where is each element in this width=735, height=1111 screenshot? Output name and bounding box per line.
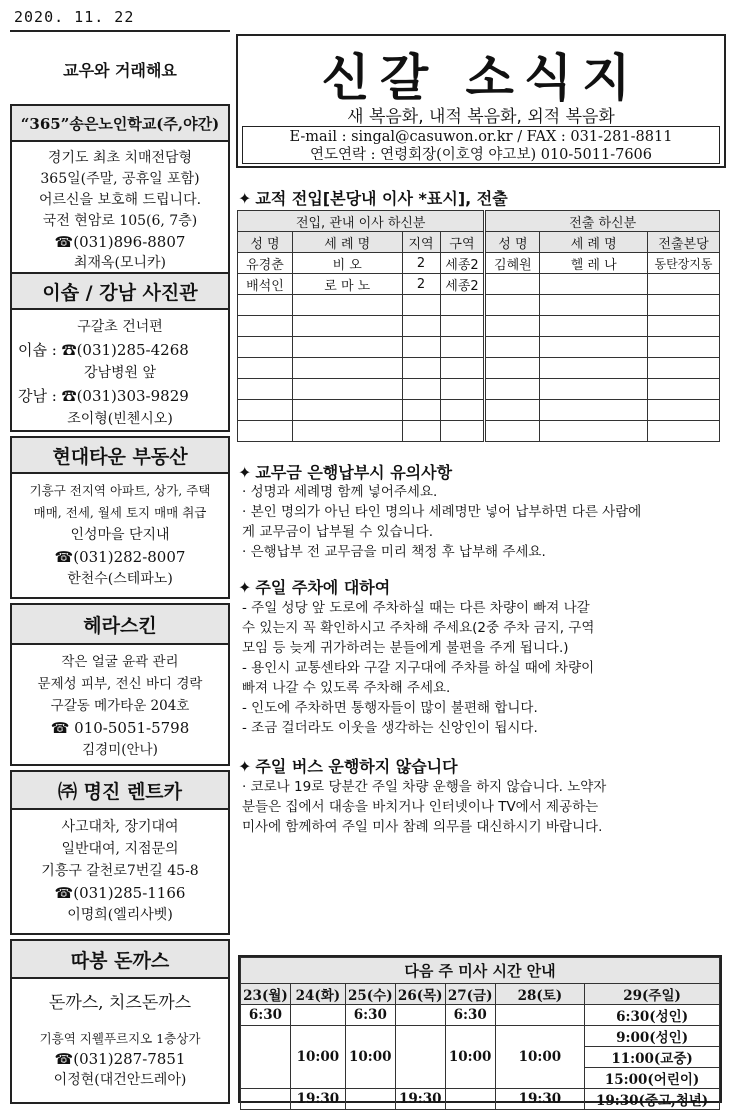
ad-body [12,979,228,1091]
ad-title: 현대타운 부동산 [12,438,228,474]
contact-funeral: 연도연락 : 연령회장(이호영 야고보) 010-5011-7606 [309,147,652,163]
divider [10,30,230,32]
ad-title: “365”송은노인학교(주,야간) [12,106,228,142]
ad-line: 기흥역 지웰푸르지오 1층상가 [39,1031,201,1046]
transfer-in-header: 전입, 관내 이사 하신분 [238,211,485,232]
table-cell: 헬 레 나 [540,253,648,274]
mass-time: 6:30 [345,1005,395,1026]
ad-line: 사고대차, 장기대여 [61,819,179,835]
ad-line: 문제성 피부, 전신 바디 경락 [37,676,203,692]
mass-time: 10:00 [345,1026,395,1089]
day-header: 27(금) [445,984,495,1005]
ad-body [12,810,228,926]
mass-time [495,1005,585,1026]
ad-real-estate [10,436,230,599]
table-cell [238,316,293,337]
table-cell [485,337,540,358]
transfer-out-header: 전출 하신분 [485,211,720,232]
notice-line: · 코로나 19로 당분간 주일 차량 운행을 하지 않습니다. 노약자 [242,779,607,795]
ad-title: 따봉 돈까스 [12,941,228,979]
ad-title: 헤라스킨 [12,605,228,645]
transfer-section-title: ✦ 교적 전입[본당내 이사 *표시], 전출 [238,189,508,208]
ad-body [12,645,228,761]
mass-time: 10:00 [495,1026,585,1089]
table-cell [485,274,540,295]
mass-time: 10:00 [445,1026,495,1089]
table-cell [485,421,540,442]
ad-phone: ☎(031)896-8807 [54,233,186,251]
ad-owner: 최재옥(모니카) [73,255,167,271]
mass-title: 다음 주 미사 시간 안내 [241,958,720,984]
table-cell [648,379,720,400]
diamond-icon: ✦ [238,578,252,597]
notice-line: - 조금 걸더라도 이웃을 생각하는 신앙인이 됩시다. [242,720,538,736]
table-row [238,379,720,400]
ad-body [12,142,228,274]
ad-body [12,474,228,590]
table-cell [440,421,485,442]
ad-skin-care [10,603,230,766]
mass-time [395,1026,445,1089]
table-cell [440,400,485,421]
ad-line: 경기도 최초 치매전담형 [47,150,193,166]
contact-box [242,126,720,164]
mass-time [290,1005,345,1026]
table-cell [440,379,485,400]
day-header: 25(수) [345,984,395,1005]
table-cell [238,379,293,400]
table-cell [238,337,293,358]
table-cell [402,316,440,337]
notice-line: · 은행납부 전 교무금을 미리 책정 후 납부해 주세요. [242,544,546,560]
ad-line: 구갈초 건너편 [77,319,163,335]
ad-line: 인성마을 단지내 [70,527,170,543]
mass-time [445,1089,495,1110]
ad-title: 이솝 / 강남 사진관 [12,274,228,310]
contact-email-fax: E-mail : singal@casuwon.or.kr / FAX : 031-281-8811 [289,129,673,145]
ad-line: 일반대여, 지점문의 [61,841,179,857]
diamond-icon: ✦ [238,463,252,482]
table-cell: 비 오 [292,253,402,274]
parking-notice-title: ✦ 주일 주차에 대하여 [238,578,391,597]
mass-time: 6:30 [241,1005,291,1026]
ad-pork-cutlet [10,939,230,1104]
table-cell [292,379,402,400]
table-row [238,421,720,442]
table-cell: 2 [402,253,440,274]
table-cell [402,358,440,379]
mass-schedule [238,955,722,1109]
table-cell: 유경춘 [238,253,293,274]
table-cell [402,379,440,400]
diamond-icon: ✦ [238,757,252,776]
table-cell: 김혜원 [485,253,540,274]
table-cell [402,421,440,442]
ad-line: 기흥구 전지역 아파트, 상가, 주택 [29,483,211,498]
day-header: 26(목) [395,984,445,1005]
ad-owner: 조이형(빈첸시오) [67,411,173,427]
table-cell [292,295,402,316]
mass-time: 6:30(성인) [585,1005,720,1026]
ad-owner: 한천수(스테파노) [67,571,173,587]
mass-time: 15:00(어린이) [585,1068,720,1089]
table-cell [292,400,402,421]
ad-owner: 김경미(안나) [82,742,158,758]
table-cell [540,379,648,400]
column-header: 전출본당 [648,232,720,253]
table-cell: 로 마 노 [292,274,402,295]
table-cell [292,421,402,442]
table-cell: 세종2 [440,274,485,295]
left-column-title: 교우와 거래해요 [63,61,177,80]
table-cell: 세종2 [440,253,485,274]
table-cell [238,358,293,379]
bus-notice-title: ✦ 주일 버스 운행하지 않습니다 [238,757,458,776]
table-cell [402,295,440,316]
table-cell [540,421,648,442]
ad-owner: 이명희(엘리사벳) [67,907,173,923]
ad-line: 365일(주말, 공휴일 포함) [40,171,200,187]
mass-time [345,1089,395,1110]
mass-time: 19:30(중고,청년) [585,1089,720,1110]
table-cell [540,316,648,337]
bus-notice-body [242,777,722,837]
ad-line: 구갈동 메가타운 204호 [50,698,190,714]
table-cell [648,274,720,295]
notice-line: 게 교무금이 납부될 수 있습니다. [242,524,433,540]
table-cell [540,295,648,316]
notice-line: - 용인시 교통센타와 구갈 지구대에 주차를 하실 때에 차량이 [242,660,595,676]
ad-line: 돈까스, 치즈돈까스 [48,993,192,1013]
table-cell [440,337,485,358]
table-cell [540,358,648,379]
mass-time: 6:30 [445,1005,495,1026]
ad-title: ㈜ 명진 렌트카 [12,772,228,810]
table-cell [485,379,540,400]
column-header: 세 례 명 [540,232,648,253]
mass-schedule-table [240,957,720,1110]
table-cell [648,421,720,442]
day-header: 24(화) [290,984,345,1005]
day-header: 23(월) [241,984,291,1005]
table-cell [485,400,540,421]
mass-time [395,1005,445,1026]
ad-line: 어르신을 보호해 드립니다. [38,192,202,208]
ad-line: 작은 얼굴 윤곽 관리 [61,654,179,670]
mass-time: 19:30 [395,1089,445,1110]
notice-line: 모임 등 늦게 귀가하려는 분들에게 불편을 주게 됩니다.) [242,640,569,656]
column-header: 구역 [440,232,485,253]
ad-phone: 강남 : ☎(031)303-9829 [18,387,189,405]
ad-line: 기흥구 갈천로7번길 45-8 [41,863,199,879]
ad-phone: ☎ 010-5051-5798 [50,719,190,737]
table-cell [648,400,720,421]
day-header: 29(주일) [585,984,720,1005]
table-cell [485,295,540,316]
notice-line: 빠져 나갈 수 있도록 주차해 주세요. [242,680,451,696]
table-cell [540,400,648,421]
table-row [238,400,720,421]
table-cell [648,337,720,358]
table-row [238,274,720,295]
ad-phone: ☎(031)282-8007 [54,548,186,566]
mass-time: 19:30 [290,1089,345,1110]
table-row [238,316,720,337]
diamond-icon: ✦ [238,189,252,208]
notice-line: · 성명과 세례명 함께 넣어주세요. [242,484,438,500]
transfer-table [237,210,720,442]
ad-body [12,310,228,431]
parking-notice-body [242,598,722,738]
bank-notice-body [242,482,722,562]
table-row [238,358,720,379]
table-cell [440,295,485,316]
table-cell [648,358,720,379]
mass-time: 19:30 [495,1089,585,1110]
newsletter-title: 신갈 소식지 [321,48,641,107]
ad-phone: ☎(031)287-7851 [54,1050,186,1068]
table-cell [440,358,485,379]
table-cell [648,316,720,337]
table-cell [238,295,293,316]
table-cell [292,316,402,337]
table-cell [540,274,648,295]
ad-phone: ☎(031)285-1166 [54,884,186,902]
ad-line: 강남병원 앞 [83,365,157,381]
table-cell [485,358,540,379]
table-cell [238,400,293,421]
table-cell: 배석인 [238,274,293,295]
column-header: 세 례 명 [292,232,402,253]
newsletter-subtitle: 새 복음화, 내적 복음화, 외적 복음화 [347,107,615,127]
notice-line: · 본인 명의가 아닌 타인 명의나 세례명만 넣어 납부하면 다른 사람에 [242,504,642,520]
notice-line: 미사에 함께하여 주일 미사 참례 의무를 대신하시기 바랍니다. [242,819,603,835]
notice-line: - 주일 성당 앞 도로에 주차하실 때는 다른 차량이 빠져 나갈 [242,600,590,616]
column-header: 성 명 [485,232,540,253]
ad-line: 매매, 전세, 월세 토지 매매 취급 [33,505,207,520]
table-cell [402,337,440,358]
table-cell [292,337,402,358]
day-header: 28(토) [495,984,585,1005]
ad-phone: 이솝 : ☎(031)285-4268 [18,341,189,359]
masthead [236,34,726,168]
column-header: 성 명 [238,232,293,253]
table-cell [648,295,720,316]
mass-time [241,1026,291,1089]
table-cell [238,421,293,442]
ad-owner: 이정현(대건안드레아) [53,1072,187,1088]
mass-time: 11:00(교중) [585,1047,720,1068]
ad-rent-car [10,770,230,935]
table-cell [440,316,485,337]
ad-nursing-school [10,104,230,276]
mass-time [241,1089,291,1110]
notice-line: 분들은 집에서 대송을 바치거나 인터넷이나 TV에서 제공하는 [242,799,599,815]
notice-line: - 인도에 주차하면 통행자들이 많이 불편해 합니다. [242,700,538,716]
column-header: 지역 [402,232,440,253]
table-cell: 동탄장지동 [648,253,720,274]
notice-line: 수 있는지 꼭 확인하시고 주차해 주세요(2중 주차 금지, 구역 [242,620,595,636]
mass-time: 10:00 [290,1026,345,1089]
table-cell [485,316,540,337]
table-cell [402,400,440,421]
table-cell: 2 [402,274,440,295]
mass-time: 9:00(성인) [585,1026,720,1047]
table-row [238,295,720,316]
issue-date: 2020. 11. 22 [14,8,135,26]
ad-photo-studio [10,272,230,432]
table-row [238,337,720,358]
ad-line: 국전 현암로 105(6, 7층) [42,213,198,229]
table-cell [540,337,648,358]
table-row [238,253,720,274]
bank-notice-title: ✦ 교무금 은행납부시 유의사항 [238,463,453,482]
table-cell [292,358,402,379]
